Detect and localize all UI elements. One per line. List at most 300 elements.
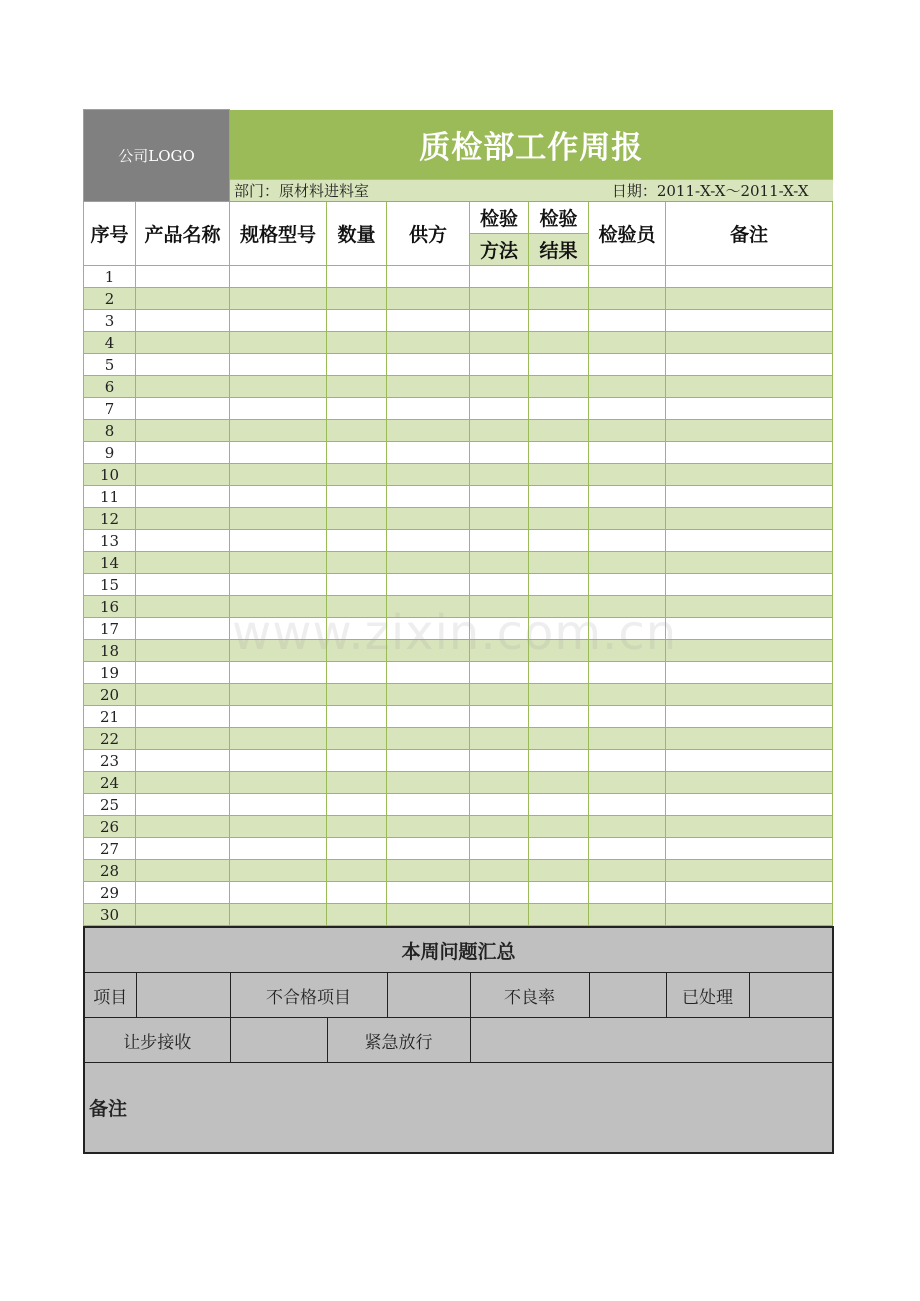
qty-cell[interactable] <box>327 266 387 288</box>
method-cell[interactable] <box>470 420 529 442</box>
spec-cell[interactable] <box>230 860 327 882</box>
method-cell[interactable] <box>470 684 529 706</box>
remark-cell[interactable] <box>666 706 833 728</box>
col-product: 产品名称 <box>136 202 230 266</box>
qty-cell[interactable] <box>327 728 387 750</box>
remark-cell[interactable] <box>666 354 833 376</box>
method-cell[interactable] <box>470 640 529 662</box>
supplier-cell[interactable] <box>387 552 470 574</box>
qty-cell[interactable] <box>327 552 387 574</box>
spec-cell[interactable] <box>230 794 327 816</box>
remark-cell[interactable] <box>666 816 833 838</box>
supplier-cell[interactable] <box>387 530 470 552</box>
report-table <box>83 109 833 926</box>
spec-cell[interactable] <box>230 464 327 486</box>
result-cell[interactable] <box>529 442 589 464</box>
remark-cell[interactable] <box>666 882 833 904</box>
result-cell[interactable] <box>529 640 589 662</box>
inspector-cell[interactable] <box>589 904 666 926</box>
table-row <box>84 662 833 684</box>
result-cell[interactable] <box>529 310 589 332</box>
method-cell[interactable] <box>470 508 529 530</box>
supplier-cell[interactable] <box>387 310 470 332</box>
qty-cell[interactable] <box>327 486 387 508</box>
spec-cell[interactable] <box>230 398 327 420</box>
supplier-cell[interactable] <box>387 618 470 640</box>
product-cell[interactable] <box>136 398 230 420</box>
supplier-cell[interactable] <box>387 838 470 860</box>
table-row <box>84 310 833 332</box>
supplier-cell[interactable] <box>387 376 470 398</box>
row-number: 11 <box>84 486 136 508</box>
qty-cell[interactable] <box>327 288 387 310</box>
table-row <box>84 816 833 838</box>
qty-cell[interactable] <box>327 904 387 926</box>
method-cell[interactable] <box>470 464 529 486</box>
table-row <box>84 684 833 706</box>
inspector-cell[interactable] <box>589 552 666 574</box>
table-row <box>84 552 833 574</box>
result-cell[interactable] <box>529 508 589 530</box>
result-cell[interactable] <box>529 904 589 926</box>
inspector-cell[interactable] <box>589 442 666 464</box>
method-cell[interactable] <box>470 662 529 684</box>
result-cell[interactable] <box>529 376 589 398</box>
inspector-cell[interactable] <box>589 464 666 486</box>
spec-cell[interactable] <box>230 640 327 662</box>
inspector-cell[interactable] <box>589 772 666 794</box>
supplier-cell[interactable] <box>387 508 470 530</box>
spec-cell[interactable] <box>230 816 327 838</box>
table-row <box>84 574 833 596</box>
remark-cell[interactable] <box>666 464 833 486</box>
qty-cell[interactable] <box>327 618 387 640</box>
table-row <box>84 332 833 354</box>
department-label: 部门：原材料进料室 <box>230 180 589 202</box>
remark-cell[interactable] <box>666 376 833 398</box>
table-row <box>84 376 833 398</box>
supplier-cell[interactable] <box>387 772 470 794</box>
inspector-cell[interactable] <box>589 684 666 706</box>
product-cell[interactable] <box>136 486 230 508</box>
col-remark: 备注 <box>666 202 833 266</box>
remark-cell[interactable] <box>666 662 833 684</box>
method-cell[interactable] <box>470 398 529 420</box>
remark-cell[interactable] <box>666 530 833 552</box>
col-method-top: 检验 <box>470 202 529 234</box>
product-cell[interactable] <box>136 882 230 904</box>
result-cell[interactable] <box>529 794 589 816</box>
result-cell[interactable] <box>529 728 589 750</box>
row-number: 6 <box>84 376 136 398</box>
product-cell[interactable] <box>136 310 230 332</box>
product-cell[interactable] <box>136 904 230 926</box>
method-cell[interactable] <box>470 552 529 574</box>
result-cell[interactable] <box>529 838 589 860</box>
result-cell[interactable] <box>529 596 589 618</box>
table-row <box>84 266 833 288</box>
supplier-cell[interactable] <box>387 904 470 926</box>
product-cell[interactable] <box>136 618 230 640</box>
table-row <box>84 464 833 486</box>
result-cell[interactable] <box>529 288 589 310</box>
supplier-cell[interactable] <box>387 882 470 904</box>
spec-cell[interactable] <box>230 310 327 332</box>
summary-item-value[interactable] <box>136 973 230 1018</box>
remark-cell[interactable] <box>666 332 833 354</box>
method-cell[interactable] <box>470 750 529 772</box>
method-cell[interactable] <box>470 530 529 552</box>
spec-cell[interactable] <box>230 332 327 354</box>
qty-cell[interactable] <box>327 376 387 398</box>
qty-cell[interactable] <box>327 420 387 442</box>
method-cell[interactable] <box>470 794 529 816</box>
qty-cell[interactable] <box>327 706 387 728</box>
summary-table <box>83 926 834 1154</box>
qty-cell[interactable] <box>327 332 387 354</box>
spec-cell[interactable] <box>230 596 327 618</box>
qty-cell[interactable] <box>327 442 387 464</box>
method-cell[interactable] <box>470 442 529 464</box>
inspector-cell[interactable] <box>589 640 666 662</box>
supplier-cell[interactable] <box>387 750 470 772</box>
result-cell[interactable] <box>529 266 589 288</box>
method-cell[interactable] <box>470 728 529 750</box>
qty-cell[interactable] <box>327 750 387 772</box>
table-row <box>84 508 833 530</box>
inspector-cell[interactable] <box>589 508 666 530</box>
remark-cell[interactable] <box>666 552 833 574</box>
product-cell[interactable] <box>136 860 230 882</box>
spec-cell[interactable] <box>230 772 327 794</box>
supplier-cell[interactable] <box>387 794 470 816</box>
qty-cell[interactable] <box>327 398 387 420</box>
supplier-cell[interactable] <box>387 684 470 706</box>
row-number: 21 <box>84 706 136 728</box>
product-cell[interactable] <box>136 684 230 706</box>
qty-cell[interactable] <box>327 574 387 596</box>
product-cell[interactable] <box>136 420 230 442</box>
table-row <box>84 772 833 794</box>
inspector-cell[interactable] <box>589 354 666 376</box>
table-row <box>84 838 833 860</box>
remark-cell[interactable] <box>666 838 833 860</box>
row-number: 3 <box>84 310 136 332</box>
inspector-cell[interactable] <box>589 706 666 728</box>
method-cell[interactable] <box>470 904 529 926</box>
table-row <box>84 420 833 442</box>
supplier-cell[interactable] <box>387 816 470 838</box>
spec-cell[interactable] <box>230 882 327 904</box>
remark-cell[interactable] <box>666 310 833 332</box>
result-cell[interactable] <box>529 464 589 486</box>
spec-cell[interactable] <box>230 552 327 574</box>
spec-cell[interactable] <box>230 838 327 860</box>
product-cell[interactable] <box>136 838 230 860</box>
product-cell[interactable] <box>136 772 230 794</box>
summary-urgent-release-value[interactable] <box>470 1018 833 1063</box>
table-row <box>84 750 833 772</box>
inspector-cell[interactable] <box>589 376 666 398</box>
product-cell[interactable] <box>136 508 230 530</box>
supplier-cell[interactable] <box>387 574 470 596</box>
inspector-cell[interactable] <box>589 750 666 772</box>
remark-cell[interactable] <box>666 728 833 750</box>
inspector-cell[interactable] <box>589 838 666 860</box>
method-cell[interactable] <box>470 486 529 508</box>
result-cell[interactable] <box>529 684 589 706</box>
supplier-cell[interactable] <box>387 728 470 750</box>
inspector-cell[interactable] <box>589 860 666 882</box>
result-cell[interactable] <box>529 750 589 772</box>
summary-remark[interactable]: 备注 <box>84 1063 833 1154</box>
col-inspector: 检验员 <box>589 202 666 266</box>
spec-cell[interactable] <box>230 266 327 288</box>
inspector-cell[interactable] <box>589 662 666 684</box>
summary-unqualified-value[interactable] <box>387 973 470 1018</box>
product-cell[interactable] <box>136 266 230 288</box>
table-row <box>84 530 833 552</box>
qty-cell[interactable] <box>327 530 387 552</box>
supplier-cell[interactable] <box>387 288 470 310</box>
inspector-cell[interactable] <box>589 420 666 442</box>
qty-cell[interactable] <box>327 860 387 882</box>
qty-cell[interactable] <box>327 684 387 706</box>
inspector-cell[interactable] <box>589 882 666 904</box>
spec-cell[interactable] <box>230 706 327 728</box>
product-cell[interactable] <box>136 728 230 750</box>
result-cell[interactable] <box>529 860 589 882</box>
method-cell[interactable] <box>470 376 529 398</box>
supplier-cell[interactable] <box>387 398 470 420</box>
row-number: 8 <box>84 420 136 442</box>
method-cell[interactable] <box>470 332 529 354</box>
inspector-cell[interactable] <box>589 794 666 816</box>
col-supplier: 供方 <box>387 202 470 266</box>
row-number: 9 <box>84 442 136 464</box>
supplier-cell[interactable] <box>387 596 470 618</box>
table-row <box>84 486 833 508</box>
method-cell[interactable] <box>470 706 529 728</box>
result-cell[interactable] <box>529 530 589 552</box>
row-number: 25 <box>84 794 136 816</box>
result-cell[interactable] <box>529 772 589 794</box>
qty-cell[interactable] <box>327 816 387 838</box>
qty-cell[interactable] <box>327 838 387 860</box>
summary-concession-value[interactable] <box>230 1018 327 1063</box>
supplier-cell[interactable] <box>387 640 470 662</box>
remark-cell[interactable] <box>666 750 833 772</box>
inspector-cell[interactable] <box>589 728 666 750</box>
remark-cell[interactable] <box>666 442 833 464</box>
table-row <box>84 354 833 376</box>
method-cell[interactable] <box>470 288 529 310</box>
spec-cell[interactable] <box>230 354 327 376</box>
inspector-cell[interactable] <box>589 266 666 288</box>
inspector-cell[interactable] <box>589 288 666 310</box>
table-row <box>84 442 833 464</box>
remark-cell[interactable] <box>666 288 833 310</box>
product-cell[interactable] <box>136 794 230 816</box>
spec-cell[interactable] <box>230 684 327 706</box>
product-cell[interactable] <box>136 552 230 574</box>
method-cell[interactable] <box>470 838 529 860</box>
method-cell[interactable] <box>470 310 529 332</box>
report-sheet <box>83 109 832 1154</box>
col-qty: 数量 <box>327 202 387 266</box>
result-cell[interactable] <box>529 420 589 442</box>
result-cell[interactable] <box>529 486 589 508</box>
result-cell[interactable] <box>529 354 589 376</box>
inspector-cell[interactable] <box>589 618 666 640</box>
qty-cell[interactable] <box>327 464 387 486</box>
remark-cell[interactable] <box>666 772 833 794</box>
method-cell[interactable] <box>470 860 529 882</box>
product-cell[interactable] <box>136 530 230 552</box>
supplier-cell[interactable] <box>387 354 470 376</box>
row-number: 20 <box>84 684 136 706</box>
method-cell[interactable] <box>470 772 529 794</box>
inspector-cell[interactable] <box>589 574 666 596</box>
remark-cell[interactable] <box>666 596 833 618</box>
remark-cell[interactable] <box>666 574 833 596</box>
supplier-cell[interactable] <box>387 706 470 728</box>
spec-cell[interactable] <box>230 750 327 772</box>
method-cell[interactable] <box>470 816 529 838</box>
qty-cell[interactable] <box>327 794 387 816</box>
remark-cell[interactable] <box>666 486 833 508</box>
result-cell[interactable] <box>529 882 589 904</box>
spec-cell[interactable] <box>230 728 327 750</box>
product-cell[interactable] <box>136 596 230 618</box>
remark-cell[interactable] <box>666 618 833 640</box>
spec-cell[interactable] <box>230 904 327 926</box>
remark-cell[interactable] <box>666 508 833 530</box>
supplier-cell[interactable] <box>387 662 470 684</box>
product-cell[interactable] <box>136 574 230 596</box>
method-cell[interactable] <box>470 596 529 618</box>
result-cell[interactable] <box>529 618 589 640</box>
remark-cell[interactable] <box>666 420 833 442</box>
row-number: 22 <box>84 728 136 750</box>
row-number: 7 <box>84 398 136 420</box>
method-cell[interactable] <box>470 354 529 376</box>
product-cell[interactable] <box>136 354 230 376</box>
supplier-cell[interactable] <box>387 464 470 486</box>
product-cell[interactable] <box>136 640 230 662</box>
product-cell[interactable] <box>136 288 230 310</box>
result-cell[interactable] <box>529 574 589 596</box>
remark-cell[interactable] <box>666 266 833 288</box>
date-label: 日期：2011-X-X～2011-X-X <box>589 180 833 202</box>
result-cell[interactable] <box>529 816 589 838</box>
product-cell[interactable] <box>136 376 230 398</box>
qty-cell[interactable] <box>327 596 387 618</box>
summary-defect-rate-value[interactable] <box>589 973 666 1018</box>
method-cell[interactable] <box>470 574 529 596</box>
report-title: 质检部工作周报 <box>230 110 833 180</box>
spec-cell[interactable] <box>230 574 327 596</box>
spec-cell[interactable] <box>230 618 327 640</box>
supplier-cell[interactable] <box>387 442 470 464</box>
qty-cell[interactable] <box>327 772 387 794</box>
product-cell[interactable] <box>136 662 230 684</box>
spec-cell[interactable] <box>230 530 327 552</box>
inspector-cell[interactable] <box>589 596 666 618</box>
qty-cell[interactable] <box>327 882 387 904</box>
inspector-cell[interactable] <box>589 486 666 508</box>
product-cell[interactable] <box>136 706 230 728</box>
inspector-cell[interactable] <box>589 530 666 552</box>
row-number: 14 <box>84 552 136 574</box>
inspector-cell[interactable] <box>589 398 666 420</box>
row-number: 15 <box>84 574 136 596</box>
table-row <box>84 596 833 618</box>
inspector-cell[interactable] <box>589 816 666 838</box>
table-row <box>84 882 833 904</box>
spec-cell[interactable] <box>230 420 327 442</box>
result-cell[interactable] <box>529 332 589 354</box>
inspector-cell[interactable] <box>589 310 666 332</box>
table-row <box>84 398 833 420</box>
product-cell[interactable] <box>136 464 230 486</box>
spec-cell[interactable] <box>230 662 327 684</box>
supplier-cell[interactable] <box>387 860 470 882</box>
remark-cell[interactable] <box>666 398 833 420</box>
table-row <box>84 904 833 926</box>
product-cell[interactable] <box>136 442 230 464</box>
row-number: 27 <box>84 838 136 860</box>
qty-cell[interactable] <box>327 508 387 530</box>
table-row <box>84 640 833 662</box>
supplier-cell[interactable] <box>387 486 470 508</box>
supplier-cell[interactable] <box>387 332 470 354</box>
remark-cell[interactable] <box>666 860 833 882</box>
result-cell[interactable] <box>529 398 589 420</box>
result-cell[interactable] <box>529 552 589 574</box>
supplier-cell[interactable] <box>387 266 470 288</box>
method-cell[interactable] <box>470 882 529 904</box>
remark-cell[interactable] <box>666 794 833 816</box>
product-cell[interactable] <box>136 750 230 772</box>
product-cell[interactable] <box>136 332 230 354</box>
qty-cell[interactable] <box>327 640 387 662</box>
remark-cell[interactable] <box>666 684 833 706</box>
row-number: 4 <box>84 332 136 354</box>
product-cell[interactable] <box>136 816 230 838</box>
spec-cell[interactable] <box>230 442 327 464</box>
result-cell[interactable] <box>529 662 589 684</box>
spec-cell[interactable] <box>230 508 327 530</box>
spec-cell[interactable] <box>230 486 327 508</box>
qty-cell[interactable] <box>327 310 387 332</box>
inspector-cell[interactable] <box>589 332 666 354</box>
row-number: 2 <box>84 288 136 310</box>
qty-cell[interactable] <box>327 662 387 684</box>
col-method-bottom: 方法 <box>470 234 529 266</box>
result-cell[interactable] <box>529 706 589 728</box>
spec-cell[interactable] <box>230 376 327 398</box>
summary-handled-value[interactable] <box>749 973 833 1018</box>
method-cell[interactable] <box>470 618 529 640</box>
spec-cell[interactable] <box>230 288 327 310</box>
remark-cell[interactable] <box>666 904 833 926</box>
remark-cell[interactable] <box>666 640 833 662</box>
supplier-cell[interactable] <box>387 420 470 442</box>
method-cell[interactable] <box>470 266 529 288</box>
row-number: 5 <box>84 354 136 376</box>
qty-cell[interactable] <box>327 354 387 376</box>
